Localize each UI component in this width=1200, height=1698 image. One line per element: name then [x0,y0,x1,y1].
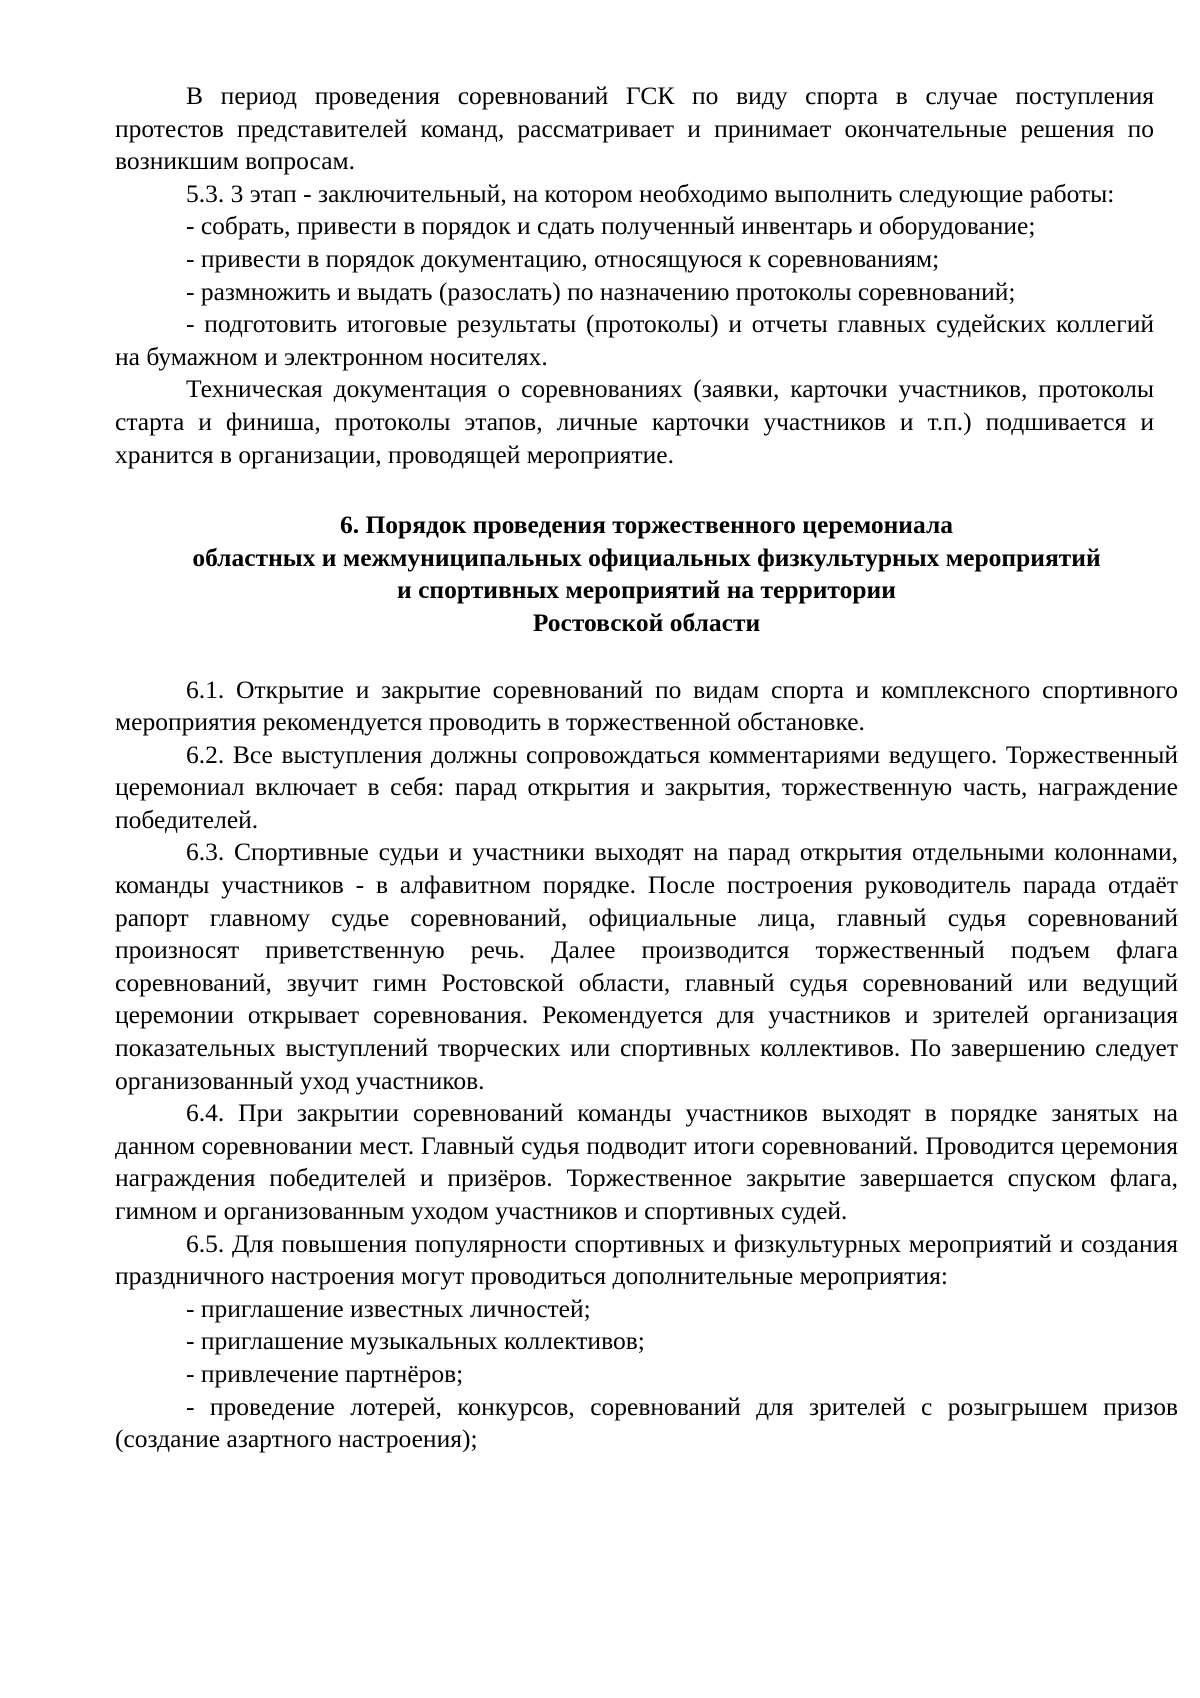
paragraph: В период проведения соревнований ГСК по виду спорта в случае поступления протестов представителей команд, рассматривает и принимает окончательные решения по возникшим вопросам. [115,81,1154,176]
list-item: - привлечение партнёров; [186,1358,464,1388]
paragraph: 6.4. При закрытии соревнований команды участников выходят в порядке занятых на данном соревновании мест. Главный судья подводит итоги соревнований. Проводится церемония награждения победителей и призёров. Торжественное закрытие завершается спуском флага, гимном и организованным уходом участников и спортивных судей. [115,1098,1178,1225]
section-6-heading [115,509,1178,639]
paragraph: 6.2. Все выступления должны сопровождаться комментариями ведущего. Торжественный церемониал включает в себя: парад открытия и закрытия, торжественную часть, награждение победителей. [115,739,1178,834]
paragraph: 6.5. Для повышения популярности спортивных и физкультурных мероприятий и создания праздничного настроения могут проводиться дополнительные мероприятия: [115,1228,1178,1291]
list-item: - приглашение известных личностей; [186,1293,591,1323]
heading-line: Ростовской области [532,607,761,637]
section-5-continuation [115,80,1154,471]
document-page [115,80,1178,1456]
heading-line: 6. Порядок проведения торжественного церемониала [339,510,954,540]
paragraph: 5.3. 3 этап - заключительный, на котором необходимо выполнить следующие работы: [186,178,1115,208]
list-item: - приглашение музыкальных коллективов; [186,1326,645,1356]
section-6-body [115,674,1178,1456]
paragraph: 6.3. Спортивные судьи и участники выходят на парад открытия отдельными колоннами, команды участников - в алфавитном порядке. После построения руководитель парада отдаёт рапорт главному судье соревнований, официальные лица, главный судья соревнований произносят приветственную речь. Далее производится торжественный подъем флага соревнований, звучит гимн Ростовской области, главный судья соревнований или ведущий церемонии открывает соревнования. Рекомендуется для участников и зрителей организация показательных выступлений творческих или спортивных коллективов. По завершению следует организованный уход участников. [115,837,1178,1095]
list-item: - размножить и выдать (разослать) по назначению протоколы соревнований; [186,276,1016,306]
heading-line: областных и межмуниципальных официальных физкультурных мероприятий [192,542,1101,572]
list-item: - привести в порядок документацию, относящуюся к соревнованиям; [186,243,940,273]
paragraph: Техническая документация о соревнованиях (заявки, карточки участников, протоколы старта и финиша, протоколы этапов, личные карточки участников и т.п.) подшивается и хранится в организации, проводящей мероприятие. [115,374,1154,469]
paragraph: 6.1. Открытие и закрытие соревнований по видам спорта и комплексного спортивного мероприятия рекомендуется проводить в торжественной обстановке. [115,674,1178,737]
heading-line: и спортивных мероприятий на территории [397,575,896,605]
list-item: - собрать, привести в порядок и сдать полученный инвентарь и оборудование; [186,211,1036,241]
list-item: - подготовить итоговые результаты (протоколы) и отчеты главных судейских коллегий на бумажном и электронном носителях. [115,309,1154,371]
list-item: - проведение лотерей, конкурсов, соревнований для зрителей с розыгрышем призов (создание азартного настроения); [115,1391,1178,1454]
